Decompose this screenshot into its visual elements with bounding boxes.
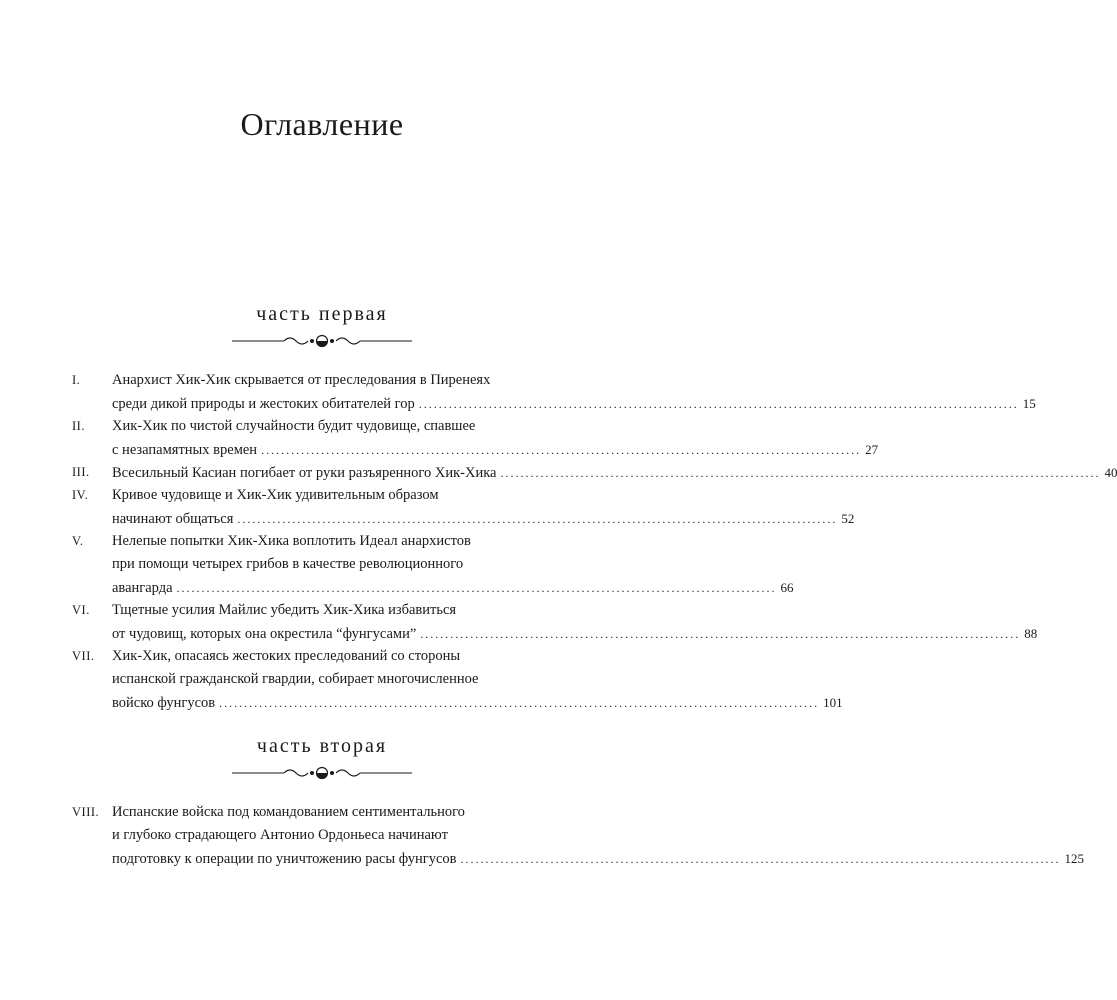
page-title: Оглавление [240, 106, 404, 142]
entry-page-number: 40 [1104, 465, 1117, 480]
part-heading: часть вторая [256, 735, 388, 757]
toc-entry[interactable] [72, 461, 1117, 484]
dot-leader: ........................................................................................................................ [237, 512, 838, 526]
toc-entry[interactable] [72, 415, 879, 461]
entry-text-line: начинают общаться [112, 511, 234, 527]
entry-text-line: Хик-Хик по чистой случайности будит чудовище, спавшее [112, 418, 476, 434]
entry-numeral: I. [72, 373, 81, 387]
entry-numeral: IV. [72, 488, 89, 502]
entry-text-line: с незапамятных времен [112, 442, 258, 458]
entry-numeral: VII. [72, 649, 95, 663]
entry-text-line: Анархист Хик-Хик скрывается от преследования в Пиренеях [112, 372, 491, 388]
dot-leader: ........................................................................................................................ [219, 696, 820, 710]
toc-entry[interactable] [72, 369, 1036, 415]
ornament-divider [232, 766, 412, 780]
entry-text-line: Хик-Хик, опасаясь жестоких преследований со стороны [112, 648, 461, 664]
entry-text-line: от чудовищ, которых она окрестила “фунгусами” [112, 626, 417, 642]
entry-text-line: подготовку к операции по уничтожению расы фунгусов [112, 851, 457, 867]
dot-leader: ........................................................................................................................ [420, 627, 1021, 641]
entry-text-line: войско фунгусов [112, 695, 216, 711]
entry-page-number: 66 [780, 580, 794, 595]
entry-text-line: среди дикой природы и жестоких обитателей гор [112, 396, 415, 412]
entry-text-line: Испанские войска под командованием сентиментального [112, 804, 465, 820]
toc-entry[interactable] [72, 530, 794, 599]
toc-part-2 [72, 801, 1085, 870]
toc-entry[interactable] [72, 484, 855, 530]
entry-text-line: при помощи четырех грибов в качестве революционного [112, 556, 464, 572]
entry-numeral: III. [72, 465, 90, 479]
entry-page-number: 15 [1022, 396, 1036, 411]
toc-entry[interactable] [72, 645, 843, 714]
entry-numeral: VI. [72, 603, 90, 617]
dot-leader: ........................................................................................................................ [460, 852, 1061, 866]
entry-text-line: Кривое чудовище и Хик-Хик удивительным образом [112, 487, 439, 503]
entry-text-line: авангарда [112, 580, 173, 596]
entry-text-line: Нелепые попытки Хик-Хика воплотить Идеал анархистов [112, 533, 471, 549]
part-heading: часть первая [256, 303, 388, 325]
entry-text-line: испанской гражданской гвардии, собирает многочисленное [112, 671, 479, 687]
entry-text-line: Тщетные усилия Майлис убедить Хик-Хика избавиться [112, 602, 457, 618]
dot-leader: ........................................................................................................................ [418, 397, 1019, 411]
dot-leader: ........................................................................................................................ [261, 443, 862, 457]
entry-page-number: 88 [1024, 626, 1038, 641]
entry-page-number: 52 [841, 511, 855, 526]
toc-entry[interactable] [72, 599, 1038, 645]
entry-text-line: и глубоко страдающего Антонио Ордоньеса начинают [112, 827, 448, 843]
entry-page-number: 101 [823, 695, 843, 710]
ornament-divider [232, 334, 412, 348]
entry-text-line: Всесильный Касиан погибает от руки разъяренного Хик-Хика [112, 465, 497, 481]
entry-page-number: 125 [1064, 851, 1085, 866]
entry-page-number: 27 [865, 442, 879, 457]
entry-numeral: V. [72, 534, 84, 548]
dot-leader: ........................................................................................................................ [176, 581, 777, 595]
entry-numeral: II. [72, 419, 85, 433]
dot-leader: ........................................................................................................................ [500, 466, 1101, 480]
toc-entry[interactable] [72, 801, 1085, 870]
toc-part-1 [72, 369, 1117, 714]
entry-numeral: VIII. [72, 805, 100, 819]
